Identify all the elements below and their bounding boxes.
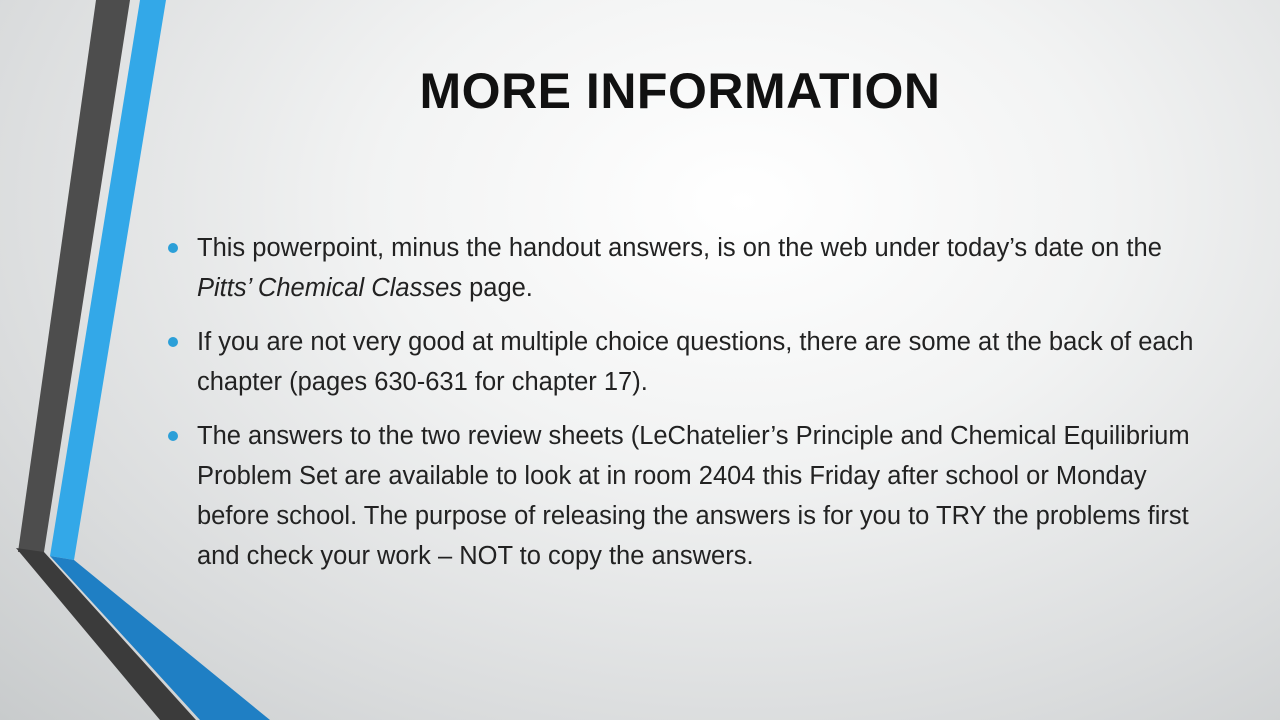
bullet-text: The answers to the two review sheets (LeChatelier’s Principle and Chemical Equilibrium Problem Set are available to look at in room 2404 this Friday after school or Monday before school. The purpose of releasing the answers is for you to TRY the problems first and check your work – NOT to copy the answers.: [197, 422, 1190, 570]
bullet-dot-icon: [168, 431, 178, 441]
bullet-text: If you are not very good at multiple choice questions, there are some at the back of each chapter (pages 630-631 for chapter 17).: [197, 328, 1194, 396]
slide-title: MORE INFORMATION: [419, 63, 941, 119]
bullet-dot-icon: [168, 337, 178, 347]
bullet-item-review-answers: [168, 416, 1208, 576]
bullet-item-web-location: [168, 228, 1208, 308]
bullet-dot-icon: [168, 243, 178, 253]
bullet-text: This powerpoint, minus the handout answers, is on the web under today’s date on the: [197, 234, 1162, 262]
bullet-text-tail: page.: [462, 274, 533, 302]
bullet-list: [168, 228, 1208, 590]
bullet-item-multiple-choice: [168, 322, 1208, 402]
page-name-emphasis: Pitts’ Chemical Classes: [197, 274, 462, 302]
